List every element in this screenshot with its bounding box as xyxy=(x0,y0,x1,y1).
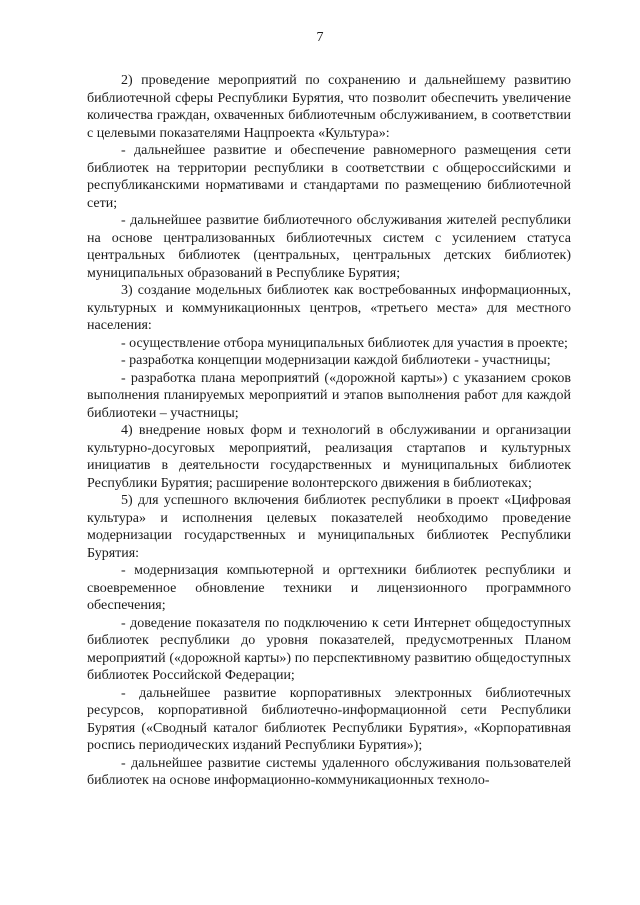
paragraph-library-network: - дальнейшее развитие и обеспечение равномерного размещения сети библиотек на территории республики в соответствии с общероссийскими и республиканскими нормативами и стандартами по размещению библиотечной сети; xyxy=(87,143,571,211)
paragraph-roadmap: - разработка плана мероприятий («дорожной карты») с указанием сроков выполнения планируемых мероприятий и этапов выполнения работ для каждой библиотеки – участницы; xyxy=(87,370,571,421)
paragraph-internet: - доведение показателя по подключению к сети Интернет общедоступных библиотек республики до уровня показателей, предусмотренных Планом мероприятий («дорожной карты») по перспективному развитию общедоступных библиотек Российской Федерации; xyxy=(87,615,571,683)
paragraph-item-5: 5) для успешного включения библиотек республики в проект «Цифровая культура» и исполнения целевых показателей необходимо проведение модернизации государственных и муниципальных библиотек Республики Бурятия: xyxy=(87,493,571,561)
paragraph-modernization: - модернизация компьютерной и оргтехники библиотек республики и своевременное обновление техники и лицензионного программного обеспечения; xyxy=(87,563,571,613)
paragraph-concept: - разработка концепции модернизации каждой библиотеки - участницы; xyxy=(121,353,551,368)
paragraph-library-service: - дальнейшее развитие библиотечного обслуживания жителей республики на основе централизованных библиотечных систем с усилением статуса центральных библиотек (центральных, центральных детских библиотек) муниципальных образований в Республике Бурятия; xyxy=(87,213,571,281)
paragraph-selection: - осуществление отбора муниципальных библиотек для участия в проекте; xyxy=(121,335,568,351)
paragraph-item-4: 4) внедрение новых форм и технологий в обслуживании и организации культурно-досуговых мероприятий, реализация стартапов и культурных инициатив в деятельности государственных и муниципальных библиотек Республики Бурятия; расширение волонтерского движения в библиотеках; xyxy=(87,423,571,491)
document-body xyxy=(87,72,571,790)
paragraph-remote-service: - дальнейшее развитие системы удаленного обслуживания пользователей библиотек на основе информационно-коммуникационных техноло- xyxy=(87,755,571,788)
paragraph-item-3: 3) создание модельных библиотек как востребованных информационных, культурных и коммуникационных центров, «третьего места» для местного населения: xyxy=(87,283,571,333)
paragraph-item-2: 2) проведение мероприятий по сохранению и дальнейшему развитию библиотечной сферы Республики Бурятия, что позволит обеспечить увеличение количества граждан, охваченных библиотечным обслуживанием, в соответствии с целевыми показателями Нацпроекта «Культура»: xyxy=(87,73,571,141)
page-number: 7 xyxy=(316,30,324,45)
paragraph-corporate-resources: - дальнейшее развитие корпоративных электронных библиотечных ресурсов, корпоративной библиотечно-информационной сети Республики Бурятия («Сводный каталог библиотек Республики Бурятия», «Корпоративная роспись периодических изданий Республики Бурятия»); xyxy=(87,685,571,753)
